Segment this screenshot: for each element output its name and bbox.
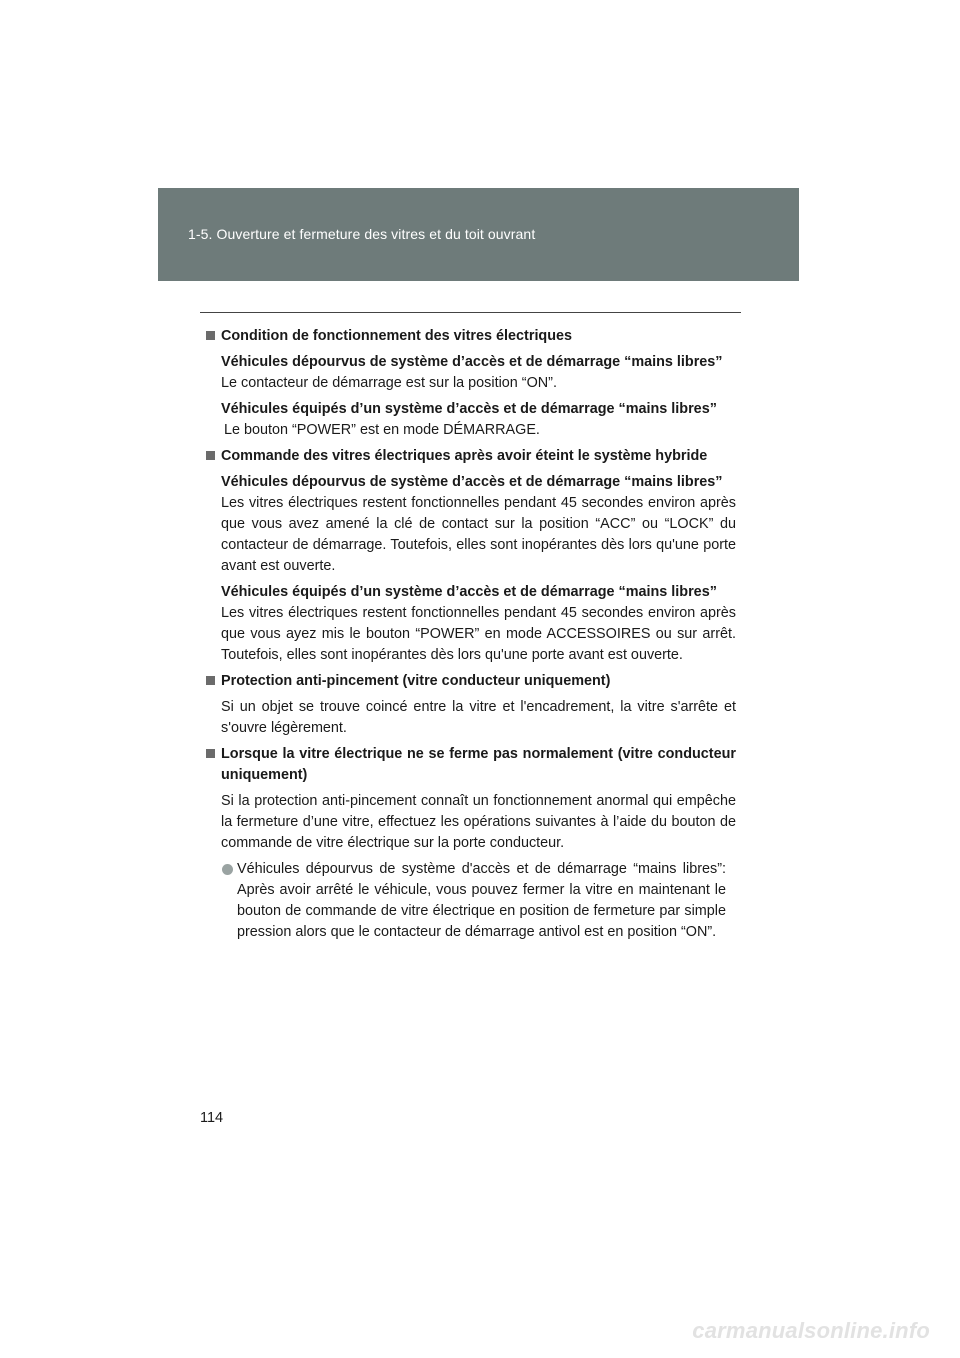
paragraph: Si un objet se trouve coincé entre la vitre et l'encadrement, la vitre s'arrête et s'ouvre légèrement.: [221, 699, 736, 736]
section-title: Condition de fonctionnement des vitres électriques: [205, 326, 736, 347]
square-bullet-icon: [206, 749, 215, 758]
sub-heading: Véhicules équipés d’un système d’accès et de démarrage “mains libres”: [221, 401, 717, 417]
round-bullet-icon: [222, 864, 233, 875]
sub-heading: Véhicules dépourvus de système d’accès et de démarrage “mains libres”: [221, 474, 723, 490]
sub-heading: Véhicules équipés d’un système d’accès et de démarrage “mains libres”: [221, 584, 717, 600]
paragraph: Si la protection anti-pincement connaît un fonctionnement anormal qui empêche la fermeture d’une vitre, effectuez les opérations suivantes à l’aide du bouton de commande de vitre électrique sur la porte conducteur.: [221, 793, 736, 851]
section-title: Commande des vitres électriques après avoir éteint le système hybride: [205, 446, 736, 467]
top-divider: [200, 312, 741, 313]
square-bullet-icon: [206, 676, 215, 685]
paragraph: Les vitres électriques restent fonctionnelles pendant 45 secondes environ après que vous ayez mis le bouton “POWER” en mode ACCESSOIRES ou sur arrêt. Toutefois, elles sont inopérantes dès lors qu'une porte avant est ouverte.: [221, 605, 736, 663]
page-content: [205, 326, 736, 943]
section-body: [205, 791, 736, 854]
page-number: 114: [200, 1110, 224, 1126]
sub-heading: Véhicules dépourvus de système d’accès et de démarrage “mains libres”: [221, 354, 723, 370]
section-body: [205, 582, 736, 666]
section-body: [205, 472, 736, 577]
square-bullet-icon: [206, 331, 215, 340]
square-bullet-icon: [206, 451, 215, 460]
paragraph: Le bouton “POWER” est en mode DÉMARRAGE.: [224, 422, 540, 438]
section-title: Protection anti-pincement (vitre conducteur uniquement): [205, 671, 736, 692]
section-body: [205, 352, 736, 394]
chapter-title: 1-5. Ouverture et fermeture des vitres et du toit ouvrant: [188, 226, 536, 242]
list-item: Véhicules dépourvus de système d'accès et de démarrage “mains libres”: Après avoir arrêté le véhicule, vous pouvez fermer la vitre en maintenant le bouton de commande de vitre électrique en position de fermeture par simple pression alors que le contacteur de démarrage antivol est en position “ON”.: [205, 859, 736, 943]
paragraph: Les vitres électriques restent fonctionnelles pendant 45 secondes environ après que vous avez amené la clé de contact sur la position “ACC” ou “LOCK” du contacteur de démarrage. Toutefois, elles sont inopérantes dès lors qu'une porte avant est ouverte.: [221, 495, 736, 574]
section-title: Lorsque la vitre électrique ne se ferme pas normalement (vitre conducteur uniquement): [205, 744, 736, 786]
watermark: carmanualsonline.info: [692, 1318, 930, 1343]
paragraph: Le contacteur de démarrage est sur la position “ON”.: [221, 375, 557, 391]
section-body: [205, 697, 736, 739]
chapter-header-band: [158, 188, 799, 281]
section-body: [205, 399, 736, 441]
